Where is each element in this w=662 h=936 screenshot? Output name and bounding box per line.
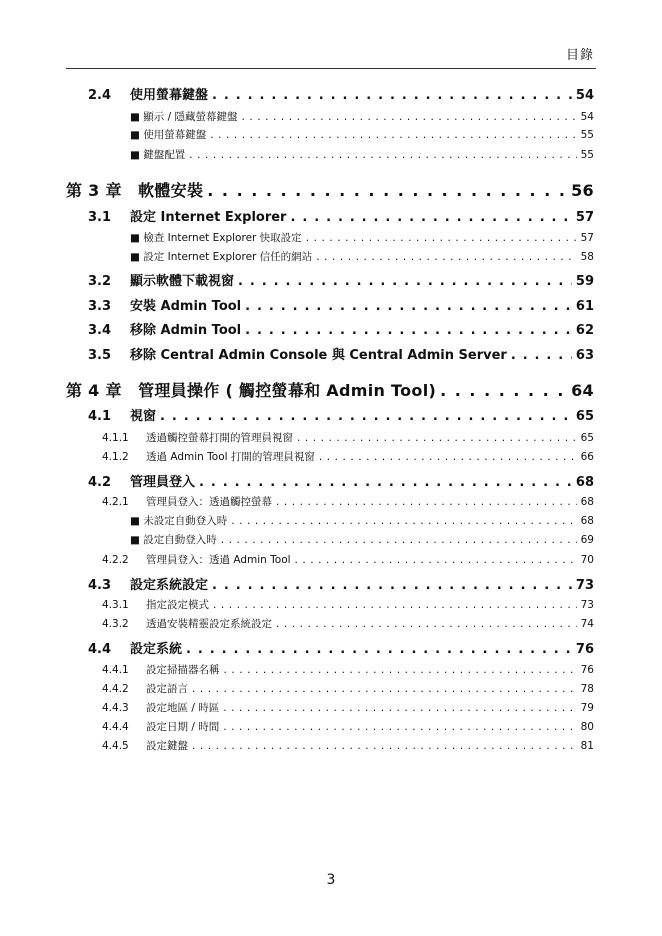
toc-entry-page: 81 [580,740,594,752]
dot-leader [231,515,576,527]
toc-entry-number: 3.2 [88,274,112,289]
toc-entry-number: 4.1 [88,409,112,424]
toc-subsection-entry [102,719,594,734]
dot-leader [319,451,577,463]
toc-subsection-entry [102,700,594,715]
toc-subsection-entry [102,738,594,753]
toc-entry-page: 74 [580,618,594,630]
toc-entry-page: 76 [580,664,594,676]
toc-entry-number: 3.3 [88,299,112,314]
dot-leader [295,554,577,566]
toc-chapter-entry [66,378,594,401]
toc-subsection-entry [102,681,594,696]
toc-entry-page: 62 [575,323,594,338]
toc-entry-title: 移除 Admin Tool [130,323,242,338]
toc-entry-title: 視窗 [130,409,157,424]
toc-subsection-entry [102,662,594,677]
toc-entry-title: 顯示軟體下載視窗 [130,274,235,289]
toc-entry-number: 4.4 [88,642,112,657]
toc-entry-page: 57 [575,210,594,225]
toc-entry-number: 4.2.1 [102,496,129,508]
dot-leader [212,578,572,593]
toc-entry-page: 79 [580,702,594,714]
toc-entry-number: 3.1 [88,210,112,225]
toc-entry-number: 4.4.3 [102,702,129,714]
toc-entry-page: 54 [575,88,594,103]
toc-entry-page: 63 [575,348,594,363]
toc-entry-page: 58 [580,251,594,263]
toc-entry-number: 4.3.1 [102,599,129,611]
toc-entry-title: ■ 顯示 / 隱藏螢幕鍵盤 [130,111,238,123]
running-header-title: 目錄 [565,48,594,63]
dot-leader [213,599,577,611]
toc-entry-title: 管理員登入 [130,475,196,490]
toc-entry-page: 66 [580,451,594,463]
toc-entry-page: 56 [571,181,594,200]
toc-section-entry [88,206,594,225]
dot-leader [223,721,576,733]
toc-bullet-entry [130,127,594,142]
toc-subsection-entry [102,597,594,612]
dot-leader [199,475,572,490]
toc-entry-page: 55 [580,149,594,161]
dot-leader [224,664,577,676]
toc-entry-page: 57 [580,232,594,244]
toc-bullet-entry [130,513,594,528]
toc-entry-title: ■ 使用螢幕鍵盤 [130,129,207,141]
toc-entry-title: 第 4 章 管理員操作 ( 觸控螢幕和 Admin Tool) [66,381,437,400]
toc-subsection-entry [102,494,594,509]
dot-leader [245,323,572,338]
toc-entry-page: 65 [575,409,594,424]
dot-leader [192,683,577,695]
toc-entry-title: 透過 Admin Tool 打開的管理員視窗 [146,451,315,463]
toc-entry-page: 55 [580,129,594,141]
dot-leader [192,740,577,752]
toc-entry-title: 設定掃描器名稱 [146,664,220,676]
toc-section-entry [88,344,594,363]
toc-entry-title: ■ 未設定自動登入時 [130,515,228,527]
toc-entry-page: 65 [580,432,594,444]
toc-entry-title: 透過安裝精靈設定系統設定 [146,618,272,630]
toc-entry-title: 設定語言 [146,683,188,695]
toc-entry-title: 設定地區 / 時區 [146,702,220,714]
toc-entry-number: 4.1.1 [102,432,129,444]
toc-entry-number: 4.2 [88,475,112,490]
toc-entry-number: 4.4.5 [102,740,129,752]
toc-entry-number: 4.3 [88,578,112,593]
toc-bullet-entry [130,532,594,547]
toc-entry-title: 使用螢幕鍵盤 [130,88,209,103]
dot-leader [316,251,576,263]
toc-entry-title: 管理員登入：透過觸控螢幕 [146,496,272,508]
toc-entry-page: 54 [580,111,594,123]
page-number: 3 [326,872,336,888]
toc-bullet-entry [130,147,594,162]
toc-entry-page: 80 [580,721,594,733]
header-rule [66,68,596,69]
dot-leader [306,232,577,244]
toc-section-entry [88,405,594,424]
toc-entry-number: 3.4 [88,323,112,338]
dot-leader [186,642,572,657]
toc-entry-page: 61 [575,299,594,314]
toc-entry-title: 設定鍵盤 [146,740,188,752]
toc-entry-title: 安裝 Admin Tool [130,299,242,314]
dot-leader [511,348,572,363]
toc-entry-number: 4.4.1 [102,664,129,676]
dot-leader [160,409,572,424]
dot-leader [290,210,571,225]
toc-subsection-entry [102,616,594,631]
toc-entry-page: 78 [580,683,594,695]
dot-leader [238,274,572,289]
toc-entry-number: 4.3.2 [102,618,129,630]
dot-leader [245,299,572,314]
toc-entry-number: 3.5 [88,348,112,363]
dot-leader [276,618,577,630]
toc-entry-number: 4.2.2 [102,554,129,566]
dot-leader [297,432,577,444]
dot-leader [210,129,576,141]
toc-section-entry [88,295,594,314]
toc-entry-title: ■ 檢查 Internet Explorer 快取設定 [130,232,302,244]
toc-entry-number: 4.1.2 [102,451,129,463]
toc-entry-page: 73 [580,599,594,611]
toc-entry-title: 指定設定模式 [146,599,209,611]
dot-leader [189,149,576,161]
toc-bullet-entry [130,230,594,245]
dot-leader [440,381,567,400]
toc-entry-number: 2.4 [88,88,112,103]
toc-chapter-entry [66,178,594,201]
dot-leader [241,111,576,123]
dot-leader [221,534,577,546]
toc-section-entry [88,84,594,103]
toc-section-entry [88,471,594,490]
toc-section-entry [88,574,594,593]
toc-entry-title: 設定系統設定 [130,578,209,593]
toc-entry-title: 透過觸控螢幕打開的管理員視窗 [146,432,293,444]
toc-subsection-entry [102,552,594,567]
toc-entry-title: ■ 鍵盤配置 [130,149,186,161]
toc-entry-page: 59 [575,274,594,289]
dot-leader [223,702,576,714]
toc-bullet-entry [130,109,594,124]
toc-entry-title: 管理員登入：透過 Admin Tool [146,554,291,566]
toc-subsection-entry [102,430,594,445]
toc-entry-page: 69 [580,534,594,546]
toc-entry-page: 70 [580,554,594,566]
dot-leader [276,496,577,508]
dot-leader [207,181,567,200]
toc-entry-number: 4.4.2 [102,683,129,695]
toc-entry-page: 68 [575,475,594,490]
toc-entry-title: 第 3 章 軟體安裝 [66,181,204,200]
toc-entry-title: ■ 設定自動登入時 [130,534,217,546]
toc-entry-number: 4.4.4 [102,721,129,733]
toc-entry-title: 設定日期 / 時間 [146,721,220,733]
toc-entry-page: 73 [575,578,594,593]
toc-entry-page: 68 [580,515,594,527]
toc-entry-page: 64 [571,381,594,400]
toc-subsection-entry [102,449,594,464]
toc-bullet-entry [130,249,594,264]
toc-entry-page: 76 [575,642,594,657]
toc-section-entry [88,638,594,657]
dot-leader [212,88,572,103]
toc-entry-page: 68 [580,496,594,508]
toc-section-entry [88,270,594,289]
toc-entry-title: 設定 Internet Explorer [130,210,287,225]
toc-section-entry [88,319,594,338]
toc-entry-title: 設定系統 [130,642,183,657]
toc-entry-title: 移除 Central Admin Console 與 Central Admin Server [130,348,507,363]
toc-entry-title: ■ 設定 Internet Explorer 信任的網站 [130,251,313,263]
